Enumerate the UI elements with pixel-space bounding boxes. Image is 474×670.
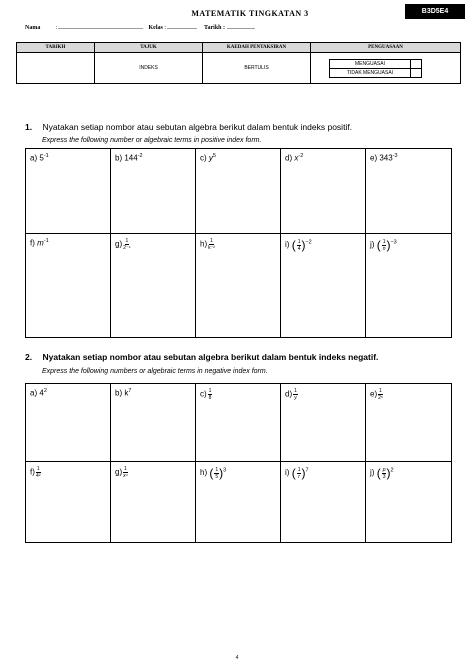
tarikh-field[interactable]: ............................ xyxy=(226,25,255,31)
info-table xyxy=(16,42,461,84)
kelas-label: Kelas xyxy=(148,25,163,31)
q1-cell-f[interactable]: f) $m^{-1}$ xyxy=(26,234,111,337)
question-2-text: Nyatakan setiap nombor atau sebutan algebra berikut dalam bentuk indeks negatif. xyxy=(42,352,379,362)
header-penguasaan: PENGUASAAN xyxy=(311,43,461,53)
question-1-text: Nyatakan setiap nombor atau sebutan algebra berikut dalam bentuk indeks positif. xyxy=(42,122,353,132)
question-1-text-en: Express the following number or algebraic terms in positive index form. xyxy=(42,137,262,144)
cell-kaedah: BERTULIS xyxy=(203,53,311,84)
q1-cell-j[interactable]: j) ( $\frac{1}{n}$ )$^{-3}$ xyxy=(370,238,397,252)
q1-cell-d[interactable]: d) $x^{-2}$ xyxy=(281,149,366,234)
header-tajuk: TAJUK xyxy=(95,43,203,53)
cell-tajuk: INDEKS xyxy=(95,53,203,84)
q2-cell-j[interactable]: j) ( $\frac{p}{3}$ )$^2$ xyxy=(370,466,394,480)
tidak-menguasai-label: TIDAK MENGUASAI xyxy=(329,69,411,78)
kelas-field[interactable]: : .............................. xyxy=(164,25,197,31)
nama-label: Nama xyxy=(25,25,41,31)
q1-cell-i[interactable]: i) ( $\frac{1}{4}$ )$^{-2}$ xyxy=(281,234,366,337)
question-1-grid xyxy=(25,148,452,338)
q1-cell-c[interactable]: c) $y^5$ xyxy=(196,149,281,234)
header-tarikh: TARIKH xyxy=(17,43,95,53)
q2-cell-i[interactable]: i) ( $\frac{1}{r}$ )$^7$ xyxy=(281,462,366,542)
question-2-grid xyxy=(25,383,452,543)
question-1 xyxy=(25,117,455,144)
tidak-menguasai-checkbox[interactable] xyxy=(411,69,422,78)
q2-cell-a[interactable]: a) $4^2$ xyxy=(26,384,111,462)
cell-tarikh[interactable] xyxy=(17,53,95,84)
cell-penguasaan xyxy=(311,53,461,84)
menguasai-label: MENGUASAI xyxy=(329,59,411,69)
nama-field[interactable]: : ..................................................................................... xyxy=(55,25,144,31)
q1-cell-h[interactable]: h) $\frac{1}{\text{k⁻²}}$ xyxy=(196,234,281,337)
q2-cell-e[interactable]: e) $\frac{1}{\text{2⁵}}$ xyxy=(366,384,451,462)
q1-cell-g[interactable]: g) $\frac{1}{\text{2⁻⁴}}$ xyxy=(111,234,196,337)
menguasai-checkbox[interactable] xyxy=(411,59,422,69)
worksheet-code-badge: B3D5E4 xyxy=(405,4,465,19)
worksheet-title: MATEMATIK TINGKATAN 3 xyxy=(191,9,309,18)
page-number: 4 xyxy=(235,655,239,661)
q2-cell-d[interactable]: d) $\frac{1}{y}$ xyxy=(281,384,366,462)
q2-cell-f[interactable]: f) $\frac{1}{\text{4²}}$ xyxy=(26,462,111,542)
q1-cell-b[interactable]: b) $144^{-2}$ xyxy=(111,149,196,234)
q2-cell-c[interactable]: c) $\frac{1}{8}$ xyxy=(196,384,281,462)
question-2 xyxy=(25,347,455,375)
tarikh-label: Tarikh : xyxy=(204,25,225,31)
question-2-number: 2. xyxy=(25,352,33,362)
header-kaedah: KAEDAH PENTAKSIRAN xyxy=(203,43,311,53)
q2-cell-b[interactable]: b) $k^7$ xyxy=(111,384,196,462)
student-info-row xyxy=(25,25,465,31)
q1-cell-e[interactable]: e) $343^{-3}$ xyxy=(366,149,451,234)
q2-cell-h[interactable]: h) ( $\frac{1}{5}$ )$^3$ xyxy=(196,462,281,542)
q1-cell-a[interactable]: a) $5^{-1}$ xyxy=(26,149,111,234)
q2-cell-g[interactable]: g) $\frac{1}{\text{x⁴}}$ xyxy=(111,462,196,542)
question-1-number: 1. xyxy=(25,122,33,132)
question-2-text-en: Express the following numbers or algebraic terms in negative index form. xyxy=(42,368,268,375)
